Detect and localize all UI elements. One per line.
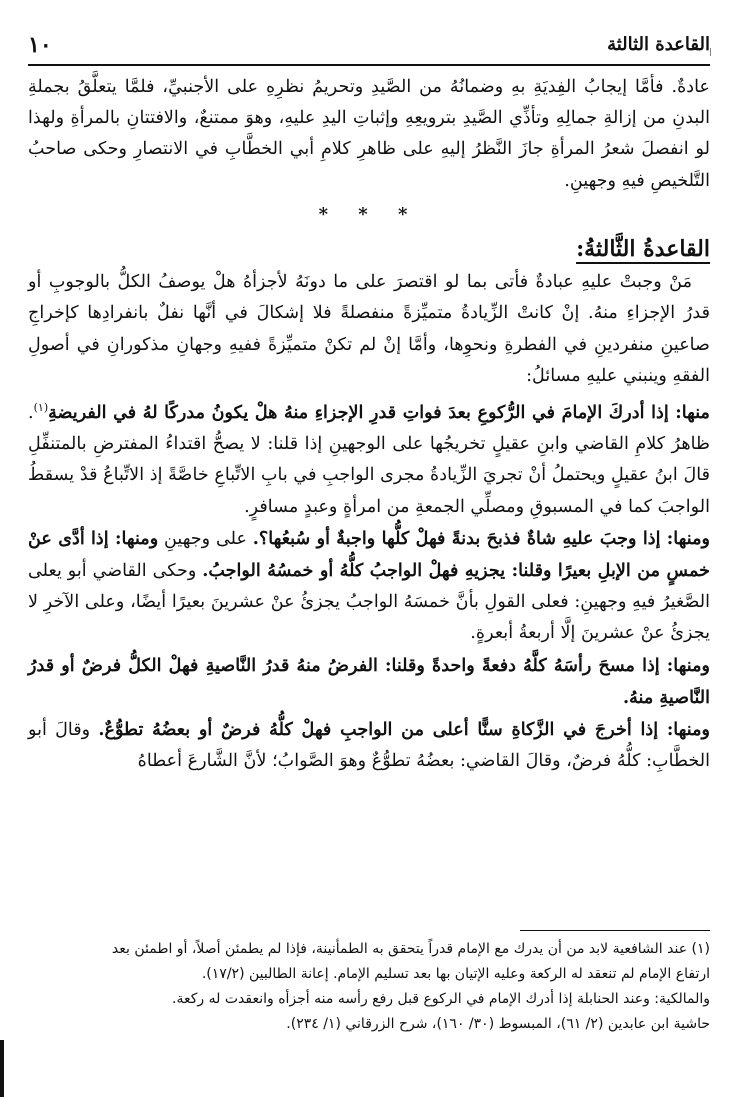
book-page [28,30,710,1070]
case-5-text: وقالَ أبو الخطَّابِ: كلُّهُ فرضٌ، وقالَ القاضي: بعضُهُ تطوُّعٌ وهوَ الصَّوابُ؛ لأنَّ الشَّارعَ أعطاهُ [28,719,710,772]
case-3-text: وحكى القاضي أبو يعلى الصَّغيرُ فيهِ وجهينِ: فعلى القولِ بأنَّ خمسَهُ الواجبُ يجزئُ عنْ عشرينَ بعيرًا أيضًا، وعلى الآخرِ لا يجزئُ عنْ عشرينَ إلَّا أربعةُ أبعرةٍ. [28,560,710,644]
case-2-lead: ومنها: إذا وجبَ عليهِ شاةٌ فذبحَ بدنةً فهلْ كلُّها واجبةٌ أو سُبعُها؟. [252,527,710,549]
section-separator: * * * [318,203,420,225]
case-3-lead: ومنها: إذا أدَّى عنْ خمسٍ من الإبلِ بعيرًا وقلنا: يجزيهِ فهلْ الواجبُ كلُّهُ أو خمسُهُ الواجبُ. [28,527,710,581]
paragraph-case-5 [28,714,710,777]
paragraph-case-4 [28,650,710,714]
main-text [28,72,710,777]
section-heading: القاعدةُ الثَّالثةُ: [576,236,710,263]
footnotes [28,930,710,1037]
case-4-lead: ومنها: إذا مسحَ رأسَهُ كلَّهُ دفعةً واحدةً وقلنا: الفرضُ منهُ قدرُ النَّاصيةِ فهلْ الكلُّ فرضٌ أو قدرُ النَّاصيةِ منهُ. [28,654,710,708]
case-1-text: . ظاهرُ كلامِ القاضي وابنِ عقيلٍ تخريجُها على الوجهينِ إذا قلنا: لا يصحُّ اقتداءُ المفترضِ بالمتنفِّلِ قالَ ابنُ عقيلٍ ويحتملُ أنْ تجريَ الزِّيادةُ مجرى الواجبِ في بابِ الاتِّباعِ خاصَّةً إذ الاتِّباعُ قدْ يسقطُ الواجبَ كما في المسبوقِ ومصلِّي الجمعةِ من امرأةٍ وعبدٍ مسافرٍ. [28,402,710,517]
case-5-lead: ومنها: إذا أخرجَ في الزَّكاةِ سنًّا أعلى من الواجبِ فهلْ كلُّهُ فرضٌ أو بعضُهُ تطوُّعٌ. [98,718,711,740]
page-number: ١٠ [28,32,52,58]
scan-edge-shadow [0,1040,4,1097]
paragraph-case-2 [28,523,710,650]
footnote-divider [520,930,710,931]
paragraph-rule: مَنْ وجبتْ عليهِ عبادةٌ فأتى بما لو اقتصرَ على ما دونَهُ لأجزأهُ هلْ يوصفُ الكلُّ بالوجوبِ أو قدرُ الإجزاءِ منهُ. إنْ كانتْ الزِّيادةُ متميِّزةً منفصلةً فلا إشكالَ في أنَّها نفلٌ بانفرادِها كإخراجِ صاعينِ منفردينِ في الفطرةِ ونحوِها، وأمَّا إنْ لم تكنْ متميِّزةً ففيهِ وجهانِ مذكورانِ في أصولِ الفقهِ وينبني عليهِ مسائلُ: [28,272,710,386]
footnote-line: حاشية ابن عابدين (٢/ ٦١)، المبسوط (٣٠/ ١٦٠)، شرح الزرقاني (١/ ٢٣٤). [286,1016,710,1032]
footnote-line: ارتفاع الإمام لم تنعقد له الركعة وعليه الإتيان بها بعد تسليم الإمام. إعانة الطالبين (١٧/٢). [201,966,710,982]
running-title: القاعدة الثالثة [607,34,710,55]
paragraph-case-1 [28,392,710,523]
page-header [28,30,710,66]
case-2-text: على وجهينِ [158,528,253,549]
footnote-line: والمالكية: وعند الحنابلة إذا أدرك الإمام في الركوع قبل رفع رأسه منه أجزأه وانعقدت له ركعة. [172,991,710,1007]
footnote-marker[interactable]: (١) [33,401,49,415]
scan-speck [710,48,711,56]
case-1-lead: منها: إذا أدركَ الإمامَ في الرُّكوعِ بعدَ فواتِ قدرِ الإجزاءِ منهُ هلْ يكونُ مدركًا لهُ في الفريضةِ [48,401,710,423]
paragraph-intro: عادةٌ. فأمَّا إيجابُ الفِديَةِ بهِ وضمانُهُ من الصَّيدِ وتحريمُ نظرِهِ على الأجنبيِّ، فلمَّا يتعلَّقُ بجملةِ البدنِ من إزالةِ جمالِهِ وتأذِّي الصَّيدِ بترويعِهِ وإثباتِ اليدِ عليهِ، وهوَ ممتنعٌ، والافتتانِ بالمرأةِ ولهذا لو انفصلَ شعرُ المرأةِ جازَ النَّظرُ إليهِ على ظاهرِ كلامِ أبي الخطَّابِ في الانتصارِ وحكى صاحبُ التَّلخيصِ فيهِ وجهينِ. [28,77,710,191]
footnote-line: (١) عند الشافعية لابد من أن يدرك مع الإمام قدراً يتحقق به الطمأنينة، فإذا لم يطمئن أصلاً، أو اطمئن بعد [111,941,710,957]
